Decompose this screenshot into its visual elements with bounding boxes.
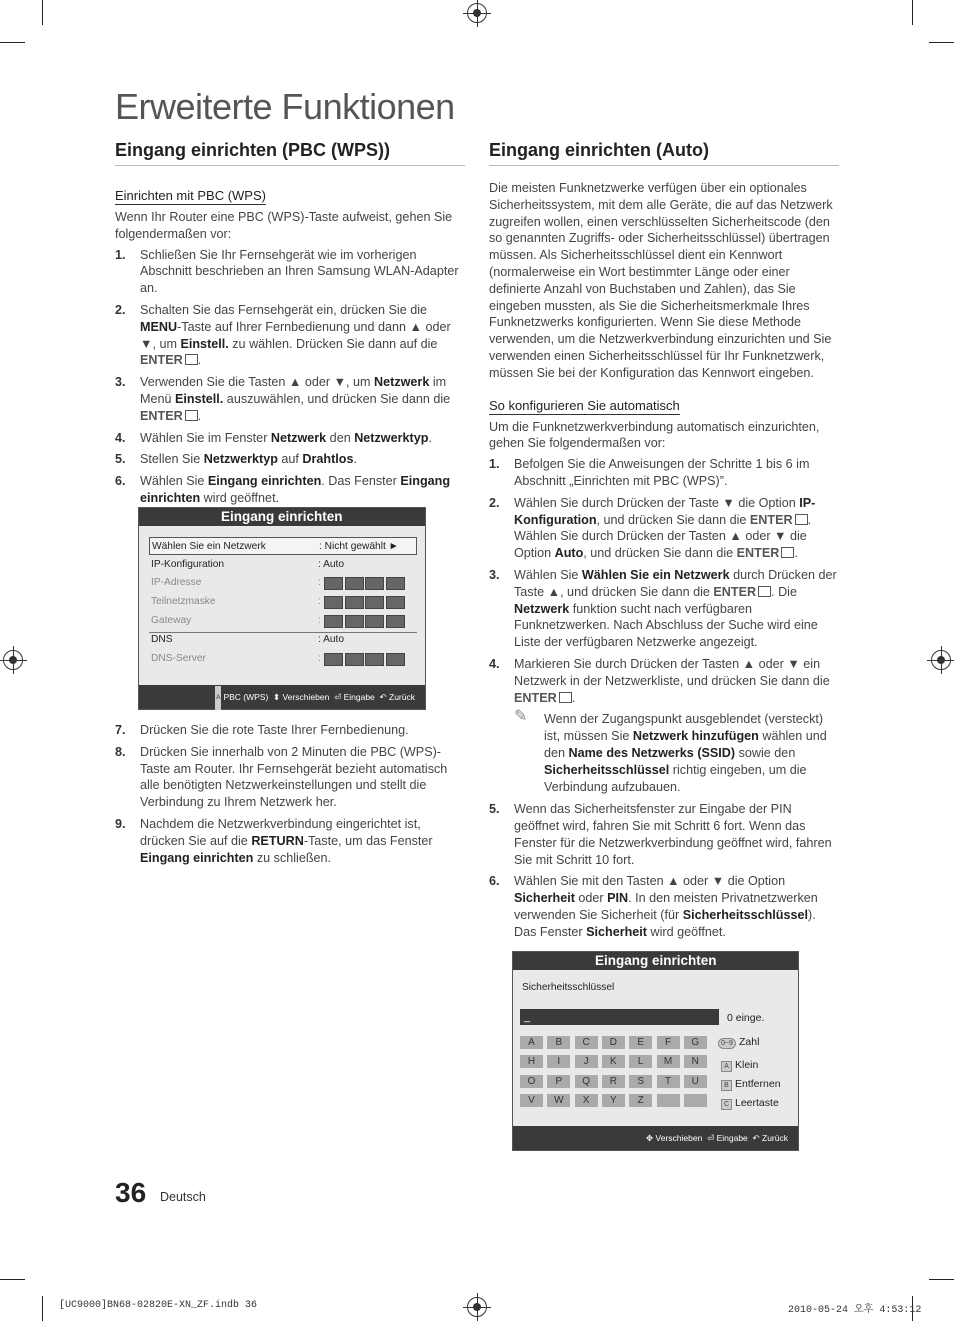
menu-row-dns[interactable]: DNS : Auto <box>151 634 345 645</box>
keyboard-key[interactable]: C <box>575 1036 598 1049</box>
menu-row-subnet-mask: Teilnetzmaske : <box>149 593 417 611</box>
legend-item: B Entfernen <box>721 1078 781 1091</box>
enter-icon <box>185 410 198 421</box>
enter-icon: ⏎ <box>334 692 342 702</box>
pencil-note-icon: ✎ <box>514 708 528 726</box>
crop-mark <box>929 42 954 43</box>
list-item: 7. Drücken Sie die rote Taste Ihrer Fernbedienung. <box>115 723 409 737</box>
keyboard-key[interactable]: B <box>547 1036 570 1049</box>
crop-mark <box>0 1279 25 1280</box>
enter-icon <box>559 692 572 703</box>
section-title: Eingang einrichten (PBC (WPS)) <box>115 140 465 166</box>
left-column <box>115 140 465 512</box>
registration-mark-icon <box>931 650 951 670</box>
crop-mark <box>912 0 913 25</box>
keyboard-key[interactable]: O <box>520 1075 543 1088</box>
crop-mark <box>0 42 25 43</box>
list-item: 8. Drücken Sie innerhalb von 2 Minuten die PBC (WPS)-Taste am Router. Ihr Fernsehgerät bezieht automatisch alle benötigten Netzwerkeinstellungen und stellt die Verbindung zu Ihrem Netzwerk her. <box>115 744 448 810</box>
screen-footer: A PBC (WPS) ⬍ Verschieben ⏎ Eingabe ↶ Zurück <box>139 685 425 709</box>
legend-item: C Leertaste <box>721 1097 779 1110</box>
legend-item: 0~9 Zahl <box>718 1036 759 1049</box>
screen-title: Eingang einrichten <box>139 508 425 526</box>
registration-mark-icon <box>3 650 23 670</box>
chapter-title: Erweiterte Funktionen <box>115 86 455 127</box>
keyboard-key[interactable]: A <box>520 1036 543 1049</box>
list-item: 5. Wenn das Sicherheitsfenster zur Eingabe der PIN geöffnet wird, fahren Sie mit Schritt 6 fort. Wenn das Fenster für die Netzwerkverbindung geöffnet wird, fahren Sie mit Schritt 10 fort. <box>489 802 832 867</box>
list-item: 9. Nachdem die Netzwerkverbindung eingerichtet ist, drücken Sie auf die RETURN-Taste, um das Fenster Eingang einrichten zu schließen. <box>115 816 433 865</box>
keyboard-key[interactable]: J <box>575 1055 598 1068</box>
registration-mark-icon <box>467 1297 487 1317</box>
print-slug-right: 2010-05-24 오후 4:53:12 <box>788 1305 922 1316</box>
keyboard-key[interactable]: Z <box>629 1094 652 1107</box>
note: ✎ Wenn der Zugangspunkt ausgeblendet (versteckt) ist, müssen Sie Netzwerk hinzufügen wählen und den Name des Netzwerks (SSID) sowie den Sicherheitsschlüssel richtig eingeben, um die Verbindung aufzubauen. <box>514 708 827 794</box>
keyboard-key[interactable]: T <box>657 1075 680 1088</box>
return-icon: ↶ <box>752 1133 760 1143</box>
steps-list <box>489 801 839 940</box>
keyboard-key[interactable]: F <box>657 1036 680 1049</box>
return-icon: ↶ <box>379 692 387 702</box>
keyboard-key[interactable]: R <box>602 1075 625 1088</box>
keyboard-key[interactable] <box>657 1094 680 1107</box>
keyboard-key[interactable]: Y <box>602 1094 625 1107</box>
enter-icon <box>185 354 198 365</box>
keyboard-key[interactable]: L <box>629 1055 652 1068</box>
list-item: 4. Markieren Sie durch Drücken der Tasten ▲ oder ▼ ein Netzwerk in der Netzwerkliste, und drücken Sie dann die ENTER . <box>489 656 830 705</box>
keyboard-key[interactable]: W <box>547 1094 570 1107</box>
char-count: 0 einge. <box>727 1012 765 1024</box>
list-item: 1. Befolgen Sie die Anweisungen der Schritte 1 bis 6 im Abschnitt „Einrichten mit PBC (WPS)”. <box>489 457 810 488</box>
menu-row-ip-address: IP-Adresse : <box>149 574 417 592</box>
legend-item: A Klein <box>721 1059 758 1072</box>
steps-list <box>115 722 465 866</box>
list-item: 2. Wählen Sie durch Drücken der Taste ▼ die Option IP-Konfiguration, und drücken Sie dann die ENTER . Wählen Sie durch Drücken der Tasten ▲ oder ▼ die Option Auto, und drücken Sie dann die ENTER . <box>489 495 816 561</box>
list-item: 2. Schalten Sie das Fernsehgerät ein, drücken Sie die MENU-Taste auf Ihrer Fernbedienung und dann ▲ oder ▼, um Einstell. zu wählen. Drücken Sie dann auf die ENTER . <box>115 302 451 368</box>
keyboard-key[interactable]: P <box>547 1075 570 1088</box>
menu-row-ip-config[interactable]: IP-Konfiguration : Auto <box>151 559 345 570</box>
keyboard-key[interactable]: D <box>602 1036 625 1049</box>
crop-mark <box>929 1279 954 1280</box>
page-number: 36 <box>115 1177 147 1208</box>
menu-row-dns-server: DNS-Server : <box>149 650 417 668</box>
field-label: Sicherheitsschlüssel <box>522 982 615 993</box>
menu-row-select-network[interactable]: Wählen Sie ein Netzwerk : Nicht gewählt ► <box>149 537 417 555</box>
keyboard-key[interactable] <box>684 1094 707 1107</box>
screen-footer: ✥ Verschieben ⏎ Eingabe ↶ Zurück <box>513 1126 798 1150</box>
crop-mark <box>42 1296 43 1321</box>
menu-row-gateway: Gateway : <box>149 612 417 630</box>
registration-mark-icon <box>467 3 487 23</box>
keyboard-key[interactable]: Q <box>575 1075 598 1088</box>
keyboard-key[interactable]: X <box>575 1094 598 1107</box>
tv-screen-network-setup <box>138 507 426 710</box>
right-column <box>489 140 839 946</box>
list-item: 5. Stellen Sie Netzwerktyp auf Drahtlos. <box>115 452 358 467</box>
up-down-icon: ⬍ <box>273 692 281 702</box>
steps-list <box>115 247 465 507</box>
print-slug-left: [UC9000]BN68-02820E-XN_ZF.indb 36 <box>59 1300 258 1311</box>
keyboard-key[interactable]: N <box>684 1055 707 1068</box>
keyboard-key[interactable]: V <box>520 1094 543 1107</box>
list-item: 4. Wählen Sie im Fenster Netzwerk den Netzwerktyp. <box>115 430 432 445</box>
subsection-title: So konfigurieren Sie automatisch <box>489 397 680 413</box>
intro-text: Um die Funknetzwerkverbindung automatisch einzurichten, gehen Sie folgendermaßen vor: <box>489 419 820 451</box>
list-item: 3. Verwenden Sie die Tasten ▲ oder ▼, um Netzwerk im Menü Einstell. auszuwählen, und drücken Sie dann die ENTER . <box>115 375 451 423</box>
list-item: 6. Wählen Sie Eingang einrichten. Das Fenster Eingang einrichten wird geöffnet. <box>115 474 451 505</box>
keyboard-key[interactable]: U <box>684 1075 707 1088</box>
crop-mark <box>42 0 43 25</box>
enter-icon <box>781 547 794 558</box>
enter-icon <box>795 514 808 525</box>
tv-screen-security-key <box>512 951 799 1151</box>
intro-text: Die meisten Funknetzwerke verfügen über ein optionales Sicherheitssystem, mit dem alle Geräte, die auf das Netzwerk zugreifen wollen, einen verschlüsselten Sicherheitscode (den so genannten Zugriffs- oder Sicherheitsschlüssel) übertragen müssen. Als Sicherheitsschlüssel dient ein Kennwort (normalerweise ein Wort bestimmter Länge oder einer definierte Anzahl von Buchstaben und Zahlen), das Sie eingeben mussten, als Sie die Sicherheitsmerkmale Ihres Funknetzwerks konfigurierten. Wenn Sie diese Methode verwenden, um die Netzwerkverbindung einzurichten und Sie verwenden einen Sicherheitsschlüssel für Ihr Funknetzwerk, müssen Sie bei der Konfiguration das Kennwort eingeben. <box>489 181 833 380</box>
list-item: 1. Schließen Sie Ihr Fernsehgerät wie im vorherigen Abschnitt beschrieben an Ihren Samsung WLAN-Adapter an. <box>115 247 459 296</box>
section-title: Eingang einrichten (Auto) <box>489 140 839 166</box>
keyboard-key[interactable]: G <box>684 1036 707 1049</box>
list-item: 3. Wählen Sie Wählen Sie ein Netzwerk durch Drücken der Taste ▲, und drücken Sie dann die ENTER . Die Netzwerk funktion sucht nach verfügbaren Funknetzwerken. Nach Abschluss der Suche wird eine Liste der verfügbaren Netzwerke angezeigt. <box>489 567 837 650</box>
enter-icon: ⏎ <box>707 1133 715 1143</box>
keyboard-key[interactable]: S <box>629 1075 652 1088</box>
keyboard-key[interactable]: H <box>520 1055 543 1068</box>
subsection-title: Einrichten mit PBC (WPS) <box>115 188 266 203</box>
left-column-continued <box>115 720 465 871</box>
screen-title: Eingang einrichten <box>513 952 798 970</box>
four-way-arrow-icon: ✥ <box>646 1133 654 1143</box>
security-key-input[interactable]: _ <box>520 1009 719 1025</box>
page-language: Deutsch <box>160 1190 206 1204</box>
enter-icon <box>758 586 771 597</box>
keyboard-key[interactable]: I <box>547 1055 570 1068</box>
steps-list <box>489 456 839 706</box>
intro-text: Wenn Ihr Router eine PBC (WPS)-Taste aufweist, gehen Sie folgendermaßen vor: <box>115 210 453 241</box>
keyboard-key[interactable]: E <box>629 1036 652 1049</box>
list-item: 6. Wählen Sie mit den Tasten ▲ oder ▼ die Option Sicherheit oder PIN. In den meisten Privatnetzwerken verwenden Sie Sicherheit (für Sicherheitsschlüssel). Das Fenster Sicherheit wird geöffnet. <box>489 874 818 939</box>
keyboard-key[interactable]: K <box>602 1055 625 1068</box>
keyboard-key[interactable]: M <box>657 1055 680 1068</box>
